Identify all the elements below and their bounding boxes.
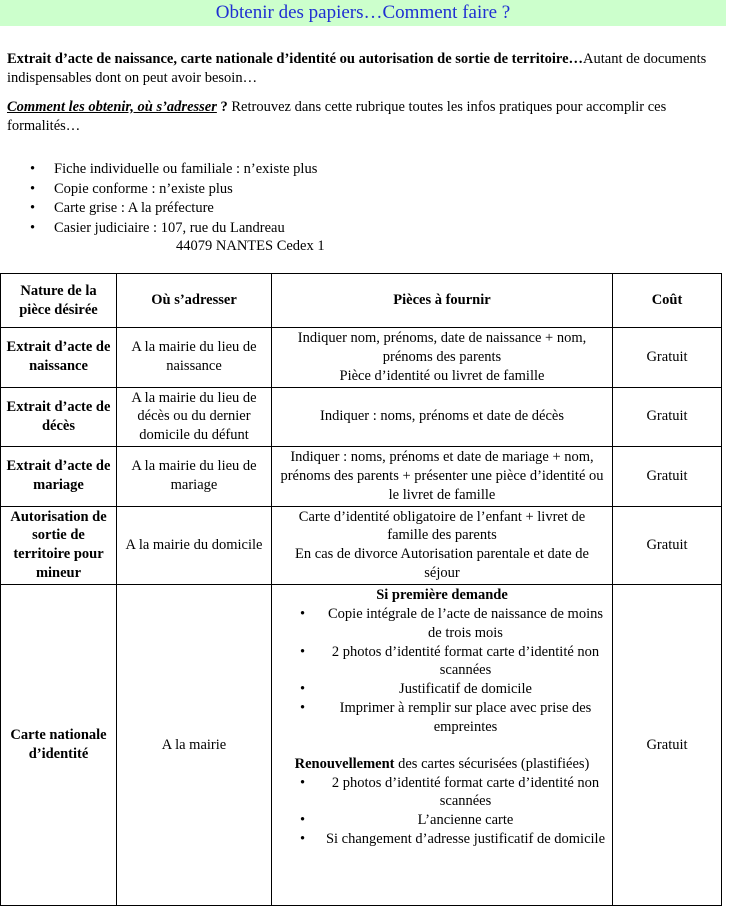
table-header-row [1,274,722,328]
cell-ou: A la mairie du lieu de naissance [117,328,272,388]
bullet-icon: • [30,180,36,197]
spacer [277,737,607,755]
nature-label: Carte nationale d’identité [10,727,107,762]
list-item [30,219,317,239]
list-item-text: 2 photos d’identité format carte d’identité non scannées [331,774,600,810]
nature-label: Extrait d’acte de naissance [6,339,111,375]
renewal-list [277,774,607,849]
cell-ou: A la mairie du lieu de décès ou du dernier domicile du défunt [117,387,272,447]
cell-pieces [272,584,613,905]
bullet-icon: • [30,161,36,177]
header-ou: Où s’adresser [117,274,272,328]
intro-section [7,50,723,145]
list-item-text: Copie conforme : n’existe plus [54,180,233,197]
table-row [1,387,722,447]
pieces-line: Indiquer : noms, prénoms et date de mariage + nom, prénoms des parents + présenter une pièce d’identité ou le livret de famille [280,449,604,503]
intro-howto-bold: Comment les obtenir, où s’adresser [7,98,217,115]
table-row [1,328,722,388]
intro-howto-question: ? [216,98,228,115]
cell-nature [1,447,117,507]
cell-ou: A la mairie du lieu de mariage [117,447,272,507]
list-item-text: L’ancienne carte [417,812,514,829]
info-list [30,160,317,238]
address-line-2: 44079 NANTES Cedex 1 [176,238,325,254]
cell-nature [1,506,117,584]
intro-paragraph-2 [7,98,723,136]
list-item-text: Fiche individuelle ou familiale : n’existe plus [54,161,318,177]
pieces-line: Indiquer nom, prénoms, date de naissance + nom, prénoms des parents [297,330,587,365]
cell-nature [1,328,117,388]
page-title-banner [0,0,726,26]
table-row [1,584,722,905]
nature-label: Extrait d’acte de mariage [6,458,111,494]
cell-cout: Gratuit [613,584,722,905]
list-item-text: 2 photos d’identité format carte d’identité non scannées [331,643,600,679]
nature-label: Extrait d’acte de décès [6,398,111,434]
cell-cout: Gratuit [613,328,722,388]
bullet-icon: • [30,219,36,236]
page-title: Obtenir des papiers…Comment faire ? [215,2,511,23]
cell-ou: A la mairie du domicile [117,506,272,584]
list-item [300,680,607,699]
list-item-text: Imprimer à remplir sur place avec prise des empreintes [339,700,592,735]
renewal-title [277,755,607,774]
list-item [300,774,607,812]
header-pieces: Pièces à fournir [272,274,613,328]
cell-cout: Gratuit [613,447,722,507]
documents-table [0,273,722,906]
first-request-title-text: Si première demande [376,586,508,603]
intro-howto-rest: Retrouvez dans cette rubrique toutes les infos pratiques pour accomplir ces formalités… [7,98,667,134]
bullet-icon: • [300,605,306,622]
list-item [300,699,607,737]
pieces-line: Pièce d’identité ou livret de famille [339,367,545,384]
intro-paragraph-1 [7,50,723,88]
table-row [1,447,722,507]
nature-label: Autorisation de sortie de territoire pour mineur [10,508,107,582]
bullet-icon: • [30,200,36,216]
pieces-line: En cas de divorce Autorisation parentale et date de séjour [295,546,589,582]
pieces-line: Indiquer : noms, prénoms et date de décès [319,408,564,425]
list-item [30,199,317,219]
list-item [300,830,607,849]
list-item [300,643,607,681]
cell-cout: Gratuit [613,506,722,584]
header-cout: Coût [613,274,722,328]
list-item [30,180,317,200]
pieces-line: Carte d’identité obligatoire de l’enfant + livret de famille des parents [298,508,586,544]
cell-pieces [272,387,613,447]
bullet-icon: • [300,774,306,791]
intro-lead-rest: Autant de documents indispensables dont on peut avoir besoin… [7,51,707,86]
bullet-icon: • [300,831,306,848]
cell-pieces [272,447,613,507]
cell-nature [1,584,117,905]
list-item-text: Casier judiciaire : 107, rue du Landreau [54,219,285,236]
cell-pieces [272,328,613,388]
cell-cout: Gratuit [613,387,722,447]
first-request-title [277,586,607,605]
first-request-list [277,605,607,737]
intro-lead-bold: Extrait d’acte de naissance, carte nationale d’identité ou autorisation de sortie de territoire… [7,51,584,67]
renewal-rest: des cartes sécurisées (plastifiées) [394,755,590,772]
bullet-icon: • [300,643,306,660]
list-item-text: Si changement d’adresse justificatif de domicile [325,831,606,848]
list-item [300,605,607,643]
list-item-text: Justificatif de domicile [399,681,532,698]
bullet-icon: • [300,681,306,698]
table-row [1,506,722,584]
bullet-icon: • [300,700,306,717]
list-item [30,160,317,180]
cell-ou: A la mairie [117,584,272,905]
cell-nature [1,387,117,447]
bullet-icon: • [300,812,306,829]
list-item-text: Copie intégrale de l’acte de naissance de moins de trois mois [328,605,603,641]
cell-pieces [272,506,613,584]
renewal-bold: Renouvellement [294,755,395,772]
header-nature: Nature de la pièce désirée [1,274,117,328]
list-item-text: Carte grise : A la préfecture [54,200,214,216]
list-item [300,811,607,830]
